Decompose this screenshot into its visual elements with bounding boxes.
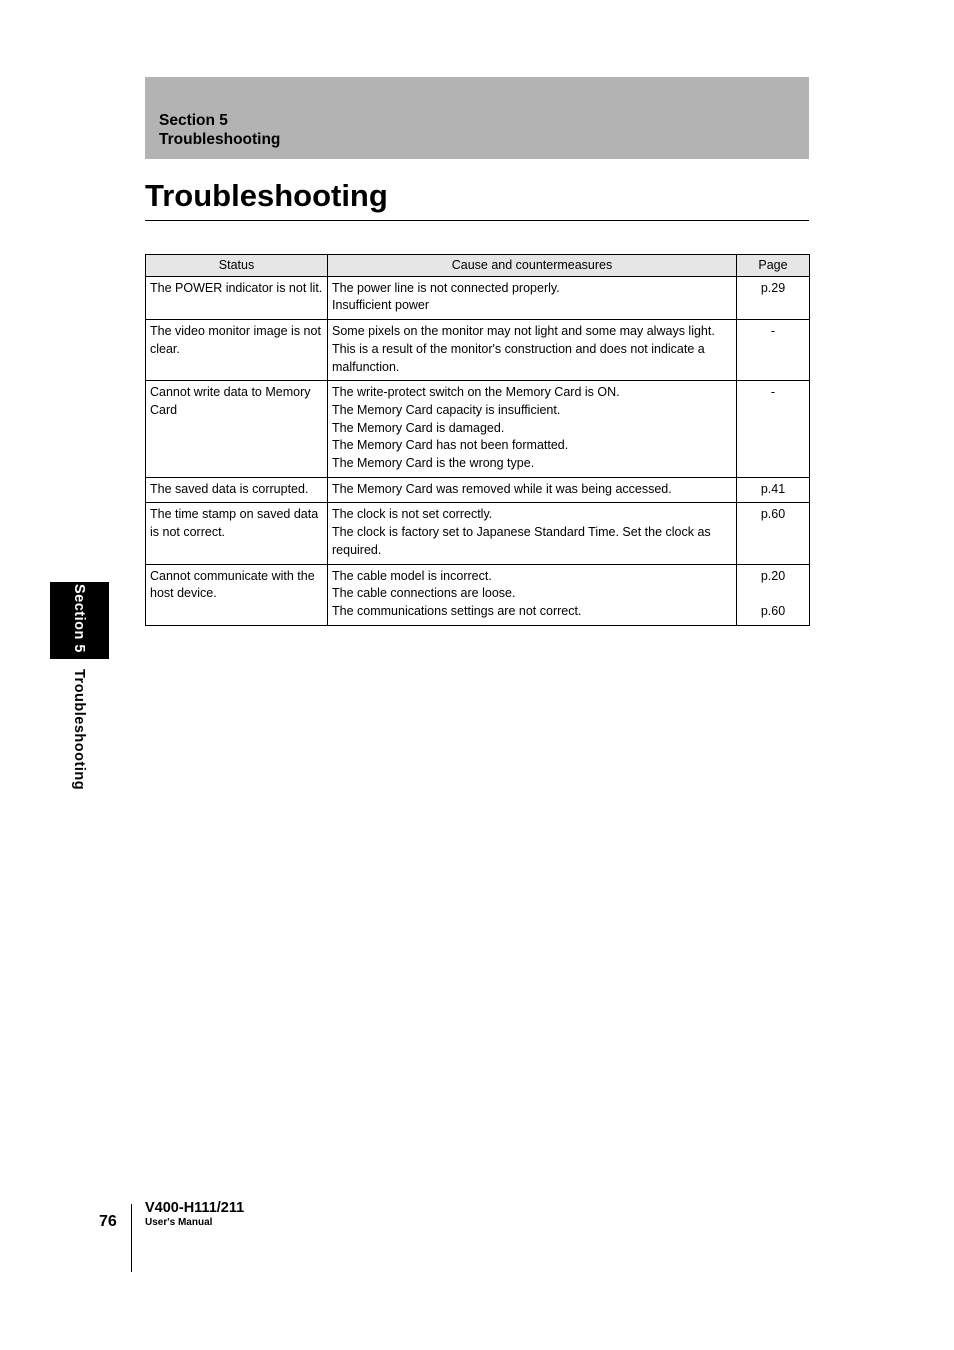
cause-line: The Memory Card has not been formatted. <box>332 438 569 453</box>
footer-model: V400-H111/211 <box>145 1200 245 1216</box>
page-reference <box>741 585 805 603</box>
table-row <box>146 320 810 381</box>
table-row <box>146 503 810 564</box>
status-cell: The video monitor image is not clear. <box>146 320 328 381</box>
status-cell: The time stamp on saved data is not correct. <box>146 503 328 564</box>
section-header-band <box>145 77 809 159</box>
header-cause: Cause and countermeasures <box>328 255 737 277</box>
cause-line: Insufficient power <box>332 298 430 313</box>
page-reference: - <box>770 385 776 400</box>
table-row <box>146 564 810 625</box>
page-cell <box>737 276 810 319</box>
section-label: Section 5 <box>159 112 228 129</box>
section-title: Troubleshooting <box>159 131 281 148</box>
cause-line: The Memory Card capacity is insufficient. <box>332 402 561 417</box>
table-row <box>146 381 810 478</box>
page-reference: p.29 <box>760 280 786 295</box>
page-cell <box>737 564 810 625</box>
cause-cell <box>328 477 737 503</box>
status-cell: Cannot write data to Memory Card <box>146 381 328 478</box>
page-cell <box>737 320 810 381</box>
cause-line: The Memory Card was removed while it was being accessed. <box>332 481 672 496</box>
table-body <box>146 276 810 625</box>
cause-line: The Memory Card is damaged. <box>332 420 505 435</box>
cause-line: The communications settings are not correct. <box>332 603 582 618</box>
troubleshooting-table <box>145 254 810 626</box>
cause-line: The cable model is incorrect. <box>332 568 492 583</box>
cause-line: The power line is not connected properly. <box>332 280 560 295</box>
side-vertical-label <box>70 582 88 790</box>
cause-line: The clock is not set correctly. <box>332 507 493 522</box>
cause-cell <box>328 276 737 319</box>
status-cell: The POWER indicator is not lit. <box>146 276 328 319</box>
page-cell <box>737 477 810 503</box>
status-cell: Cannot communicate with the host device. <box>146 564 328 625</box>
page-reference: p.41 <box>760 481 786 496</box>
footer-divider <box>131 1204 132 1272</box>
page-reference: p.20 <box>760 568 786 583</box>
cause-line: Some pixels on the monitor may not light and some may always light. This is a result of the monitor's construction and does not indicate a malfunction. <box>332 324 715 374</box>
table-row <box>146 477 810 503</box>
header-status: Status <box>146 255 328 277</box>
cause-cell <box>328 564 737 625</box>
cause-line: The write-protect switch on the Memory Card is ON. <box>332 385 620 400</box>
table-header-row <box>146 255 810 277</box>
cause-cell <box>328 503 737 564</box>
page-reference: p.60 <box>760 507 786 522</box>
cause-line: The cable connections are loose. <box>332 586 516 601</box>
table-row <box>146 276 810 319</box>
cause-cell <box>328 381 737 478</box>
page-cell <box>737 503 810 564</box>
page-reference: - <box>770 324 776 339</box>
page-number: 76 <box>99 1213 117 1230</box>
footer-manual: User's Manual <box>145 1217 213 1228</box>
cause-line: The Memory Card is the wrong type. <box>332 456 535 471</box>
header-page: Page <box>737 255 810 277</box>
page-reference: p.60 <box>760 603 786 618</box>
page-cell <box>737 381 810 478</box>
side-tab-label: Section 5 <box>71 584 87 653</box>
status-cell: The saved data is corrupted. <box>146 477 328 503</box>
page-title: Troubleshooting <box>145 178 388 213</box>
cause-line: The clock is factory set to Japanese Standard Time. Set the clock as required. <box>332 525 711 557</box>
side-chapter-label: Troubleshooting <box>71 669 87 791</box>
title-rule <box>145 220 809 221</box>
cause-cell <box>328 320 737 381</box>
